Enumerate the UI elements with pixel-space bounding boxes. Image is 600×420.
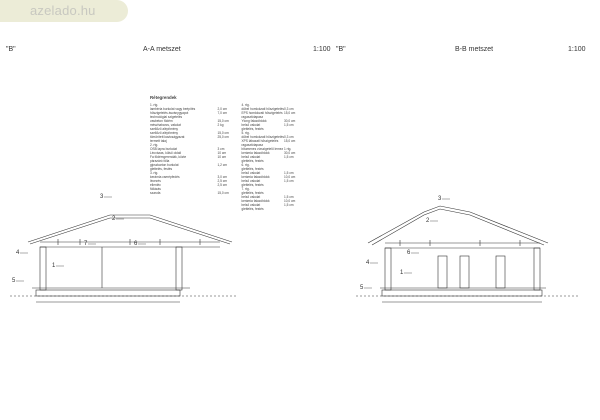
bb-wall-right [534, 248, 540, 290]
legend-row-label: EPS homlokzati hőszigetelés [241, 111, 283, 115]
legend-row-value: 30,0 cm [284, 119, 296, 123]
right-section-tag: "B" [336, 46, 346, 53]
legend-row-label: kerámia cserépfedés [150, 175, 180, 179]
section-bb-drawing [356, 206, 580, 302]
legend-row-label: ragasztótapasz [241, 143, 264, 147]
aa-marker: 5 [12, 278, 16, 284]
section-aa-drawing [10, 215, 238, 302]
legend-row-label: hőszigetelés ásványgyapot [150, 111, 189, 115]
bb-marker: 3 [438, 196, 442, 202]
legend-row-value: 1,5 cm [284, 203, 294, 207]
legend-row-label: lécezés [150, 179, 161, 183]
legend-row-label: XPS lábazati hőszigetelés [241, 139, 279, 143]
legend-row-label: szellőző alépítmény [150, 131, 178, 135]
legend-row-label: 5. rtg. [241, 131, 250, 135]
legend-row-value: 1,5 cm [284, 155, 294, 159]
legend-row-label: 7. rtg. [241, 187, 250, 191]
bb-door [460, 256, 469, 288]
legend-row-value: 1 rtg. [284, 147, 292, 151]
aa-slab [36, 290, 180, 296]
legend-row-value: 2,0 cm [217, 107, 228, 111]
legend-row-value: 15,0 cm [217, 191, 229, 195]
legend-row-value: 1,2 cm [217, 163, 228, 167]
aa-marker: 1 [52, 263, 56, 269]
legend-row-label: Lécvázas, külső oldali [150, 151, 182, 155]
legend-row-label: 6. rtg. [241, 163, 250, 167]
legend-row-label: tömörített kavicságyazat [150, 135, 185, 139]
bb-roof-inner [372, 209, 544, 245]
aa-wall-left [40, 247, 46, 290]
aa-wall-right [176, 247, 182, 290]
legend-row-value: 2,5 cm [217, 183, 228, 187]
legend-row-value: 1,5 cm [284, 123, 294, 127]
legend-row-label: mészhabarcs, vakolat [150, 123, 181, 127]
legend-row-label: belső vakolat [241, 123, 261, 127]
legend-row-label: ellenléc [150, 183, 161, 187]
bb-wall-left [385, 248, 391, 290]
legend-row-value: 10 cm [217, 155, 227, 159]
legend-row-value: 15,0 cm [217, 119, 229, 123]
bb-marker: 2 [426, 218, 430, 224]
legend-row-value: 2 kg [217, 123, 224, 127]
legend-row-value: 25,0 cm [217, 135, 229, 139]
legend-row-label: glettelés, festés [241, 127, 264, 131]
right-section-scale: 1:100 [568, 46, 586, 53]
legend-row-value: 15,0 cm [284, 139, 296, 143]
aa-marker: 4 [16, 250, 20, 256]
legend-row-label: fóliázás [150, 187, 161, 191]
legend-row-label: Ytong falazóblokk [241, 119, 267, 123]
legend-row-label: kerámia falazóblokk [241, 199, 270, 203]
legend-row-label: belső vakolat [241, 179, 261, 183]
bb-marker: 5 [360, 285, 364, 291]
legend-row-value: 10 cm [217, 151, 227, 155]
legend-row-label: dűbel homlokzati hőszigetelés [241, 107, 284, 111]
legend-row-value: 1,5 cm [284, 195, 294, 199]
bb-marker: 1 [400, 270, 404, 276]
legend-row-label: kerámia falazóblokk [241, 175, 270, 179]
legend-row-value: 0,3 cm [284, 107, 294, 111]
legend-row-label: Fa födémgerendák, közte [150, 155, 187, 159]
aa-marker-labels [12, 194, 138, 284]
left-section-tag: "B" [6, 46, 16, 53]
legend-row-label: 1. rtg. [150, 103, 159, 107]
legend-row-label: szellőző alépítmény [150, 127, 178, 131]
legend-row-label: gipszkarton burkolat [150, 163, 179, 167]
bb-door [496, 256, 505, 288]
aa-marker: 2 [112, 216, 116, 222]
legend-row-value: 1,5 cm [284, 171, 294, 175]
watermark-text: azelado.hu [30, 3, 96, 18]
legend-row-label: lambéria burkolat vagy beépítés [150, 107, 196, 111]
legend-row-label: belső vakolat [241, 203, 261, 207]
legend-row-label: OSB lapra burkolat [150, 147, 177, 151]
legend-title: Rétegrendek [150, 95, 177, 100]
legend-row-label: glettelés, festés [241, 191, 264, 195]
legend-row-label: glettelés, festés [241, 167, 264, 171]
legend-row-label: glettelés, festés [241, 159, 264, 163]
bb-door [438, 256, 447, 288]
legend-row-label: termett talaj [150, 139, 167, 143]
bb-roof-outline [368, 206, 548, 243]
aa-marker: 6 [134, 241, 138, 247]
legend-row-value: 3,0 cm [217, 175, 228, 179]
legend-row-value: 15,0 cm [217, 131, 229, 135]
legend-row-label: 4. rtg. [241, 103, 250, 107]
legend-row-value: 1,5 cm [284, 179, 294, 183]
bb-slab [382, 290, 542, 296]
right-section-title: B-B metszet [455, 46, 494, 53]
aa-marker: 3 [100, 194, 104, 200]
legend-row-value: 15,0 cm [284, 111, 296, 115]
aa-roof-outline [28, 215, 232, 242]
legend-row-value: 0,3 cm [284, 135, 294, 139]
legend-row-label: ragasztótapasz [241, 115, 264, 119]
legend-row-label: belső vakolat [241, 155, 261, 159]
legend-row-label: glettelés, festés [150, 167, 173, 171]
bb-leaders [364, 199, 450, 288]
aa-leaders [16, 197, 146, 281]
legend-row-value: 10,0 cm [284, 175, 296, 179]
left-section-title: A-A metszet [143, 46, 181, 53]
legend-row-label: kerámia falazóblokk [241, 151, 270, 155]
legend-row-label: 2. rtg. [150, 143, 159, 147]
aa-marker: 7 [84, 241, 88, 247]
legend-row-label: glettelés, festés [241, 183, 264, 187]
left-section-scale: 1:100 [313, 46, 331, 53]
legend-row-value: 30,0 cm [284, 151, 296, 155]
legend-row-value: 10,0 cm [284, 199, 296, 203]
legend-row-label: glettelés, festés [241, 207, 264, 211]
legend-row-value: 3 cm [217, 147, 225, 151]
legend-row-label: párazáró fólia [150, 159, 170, 163]
legend-row-label: technológiai szigetelés [150, 115, 183, 119]
legend-row-label: szarufa [150, 191, 161, 195]
legend-row-label: vasbeton födém [150, 119, 173, 123]
legend-row-label: bitumenes vízszigetelő lemez [241, 147, 284, 151]
bb-marker: 4 [366, 260, 370, 266]
legend-row-label: belső vakolat [241, 195, 261, 199]
legend-row-value: 7,0 cm [217, 111, 228, 115]
legend-row-label: belső vakolat [241, 171, 261, 175]
legend-row-value: 2,5 cm [217, 179, 228, 183]
legend-row-label: dűbel homlokzati hőszigetelés [241, 135, 284, 139]
bb-marker: 6 [407, 250, 411, 256]
legend-row-label: 3. rtg. [150, 171, 159, 175]
